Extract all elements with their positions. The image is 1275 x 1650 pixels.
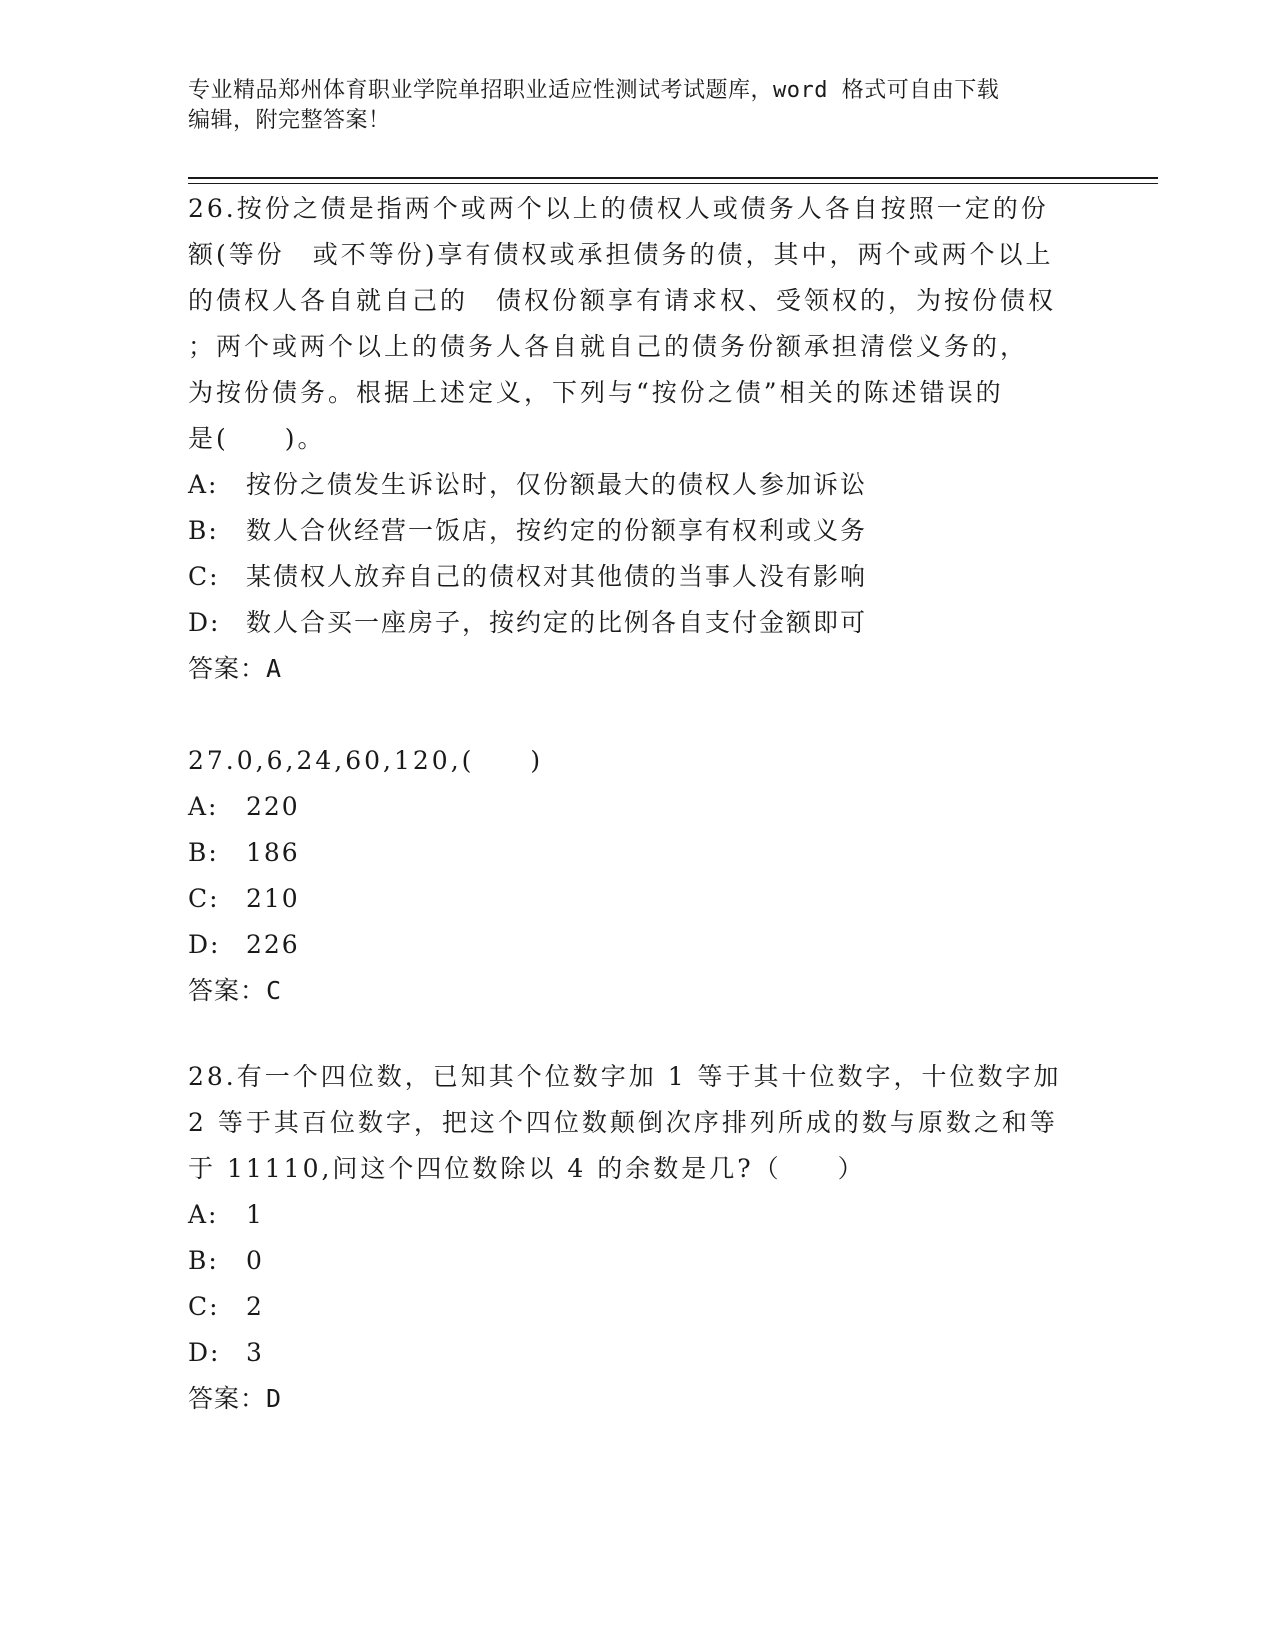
stem-line: 是( )。 [188,424,326,453]
answer-line [188,968,1088,1014]
question-stem [188,1054,1088,1192]
option-a [188,1192,1088,1238]
stem-line: 于 11110,问这个四位数除以 4 的余数是几?（ ） [188,1154,866,1183]
option-text: 226 [246,930,300,959]
stem-line: 27.0,6,24,60,120,( ) [188,746,544,775]
option-letter: D: [188,930,221,959]
question-stem [188,738,1088,784]
option-text: 数人合买一座房子，按约定的比例各自支付金额即可 [246,608,868,637]
option-a [188,784,1088,830]
option-letter: B: [188,838,219,867]
header-divider-thick [188,177,1158,179]
option-d [188,600,1088,646]
stem-line: 额(等份 或不等份)享有债权或承担债务的债，其中，两个或两个以上 [188,240,1054,269]
header-line: 编辑，附完整答案！ [188,108,391,133]
stem-line: 为按份债务。根据上述定义，下列与“按份之债”相关的陈述错误的 [188,378,1004,407]
header-line: 专业精品郑州体育职业学院单招职业适应性测试考试题库，word 格式可自由下载 [188,78,1000,103]
page-header [188,76,1068,136]
answer-label: 答案： [188,654,267,683]
header-divider-thin [188,183,1158,184]
stem-line: 的债权人各自就自己的 债权份额享有请求权、受领权的，为按份债权 [188,286,1057,315]
stem-line: 26.按份之债是指两个或两个以上的债权人或债务人各自按照一定的份 [188,194,1049,223]
option-letter: A: [188,792,219,821]
option-text: 210 [246,884,300,913]
answer-line [188,1376,1088,1422]
option-b [188,830,1088,876]
option-letter: D: [188,1338,221,1367]
option-letter: C: [188,562,220,591]
option-letter: D: [188,608,221,637]
question-26 [188,186,1088,692]
option-text: 1 [246,1200,264,1229]
answer-value: A [266,654,283,683]
option-c [188,876,1088,922]
option-text: 0 [246,1246,264,1275]
option-d [188,1330,1088,1376]
option-b [188,1238,1088,1284]
option-text: 220 [246,792,300,821]
stem-line: 2 等于其百位数字，把这个四位数颠倒次序排列所成的数与原数之和等 [188,1108,1058,1137]
question-27 [188,738,1088,1014]
stem-line: 28.有一个四位数，已知其个位数字加 1 等于其十位数字，十位数字加 [188,1062,1062,1091]
answer-value: D [266,1384,283,1413]
option-c [188,1284,1088,1330]
option-text: 某债权人放弃自己的债权对其他债的当事人没有影响 [246,562,868,591]
answer-label: 答案： [188,976,267,1005]
stem-line: ；两个或两个以上的债务人各自就自己的债务份额承担清偿义务的， [188,332,1029,361]
option-d [188,922,1088,968]
option-letter: B: [188,1246,219,1275]
answer-value: C [266,976,283,1005]
answer-line [188,646,1088,692]
option-letter: B: [188,516,219,545]
option-letter: C: [188,1292,220,1321]
answer-label: 答案： [188,1384,267,1413]
option-text: 186 [246,838,300,867]
question-28 [188,1054,1088,1422]
option-text: 3 [246,1338,264,1367]
question-stem [188,186,1088,462]
option-letter: A: [188,1200,219,1229]
option-c [188,554,1088,600]
option-text: 按份之债发生诉讼时，仅份额最大的债权人参加诉讼 [246,470,868,499]
option-text: 数人合伙经营一饭店，按约定的份额享有权利或义务 [246,516,868,545]
option-letter: C: [188,884,220,913]
option-text: 2 [246,1292,264,1321]
option-b [188,508,1088,554]
option-letter: A: [188,470,219,499]
option-a [188,462,1088,508]
